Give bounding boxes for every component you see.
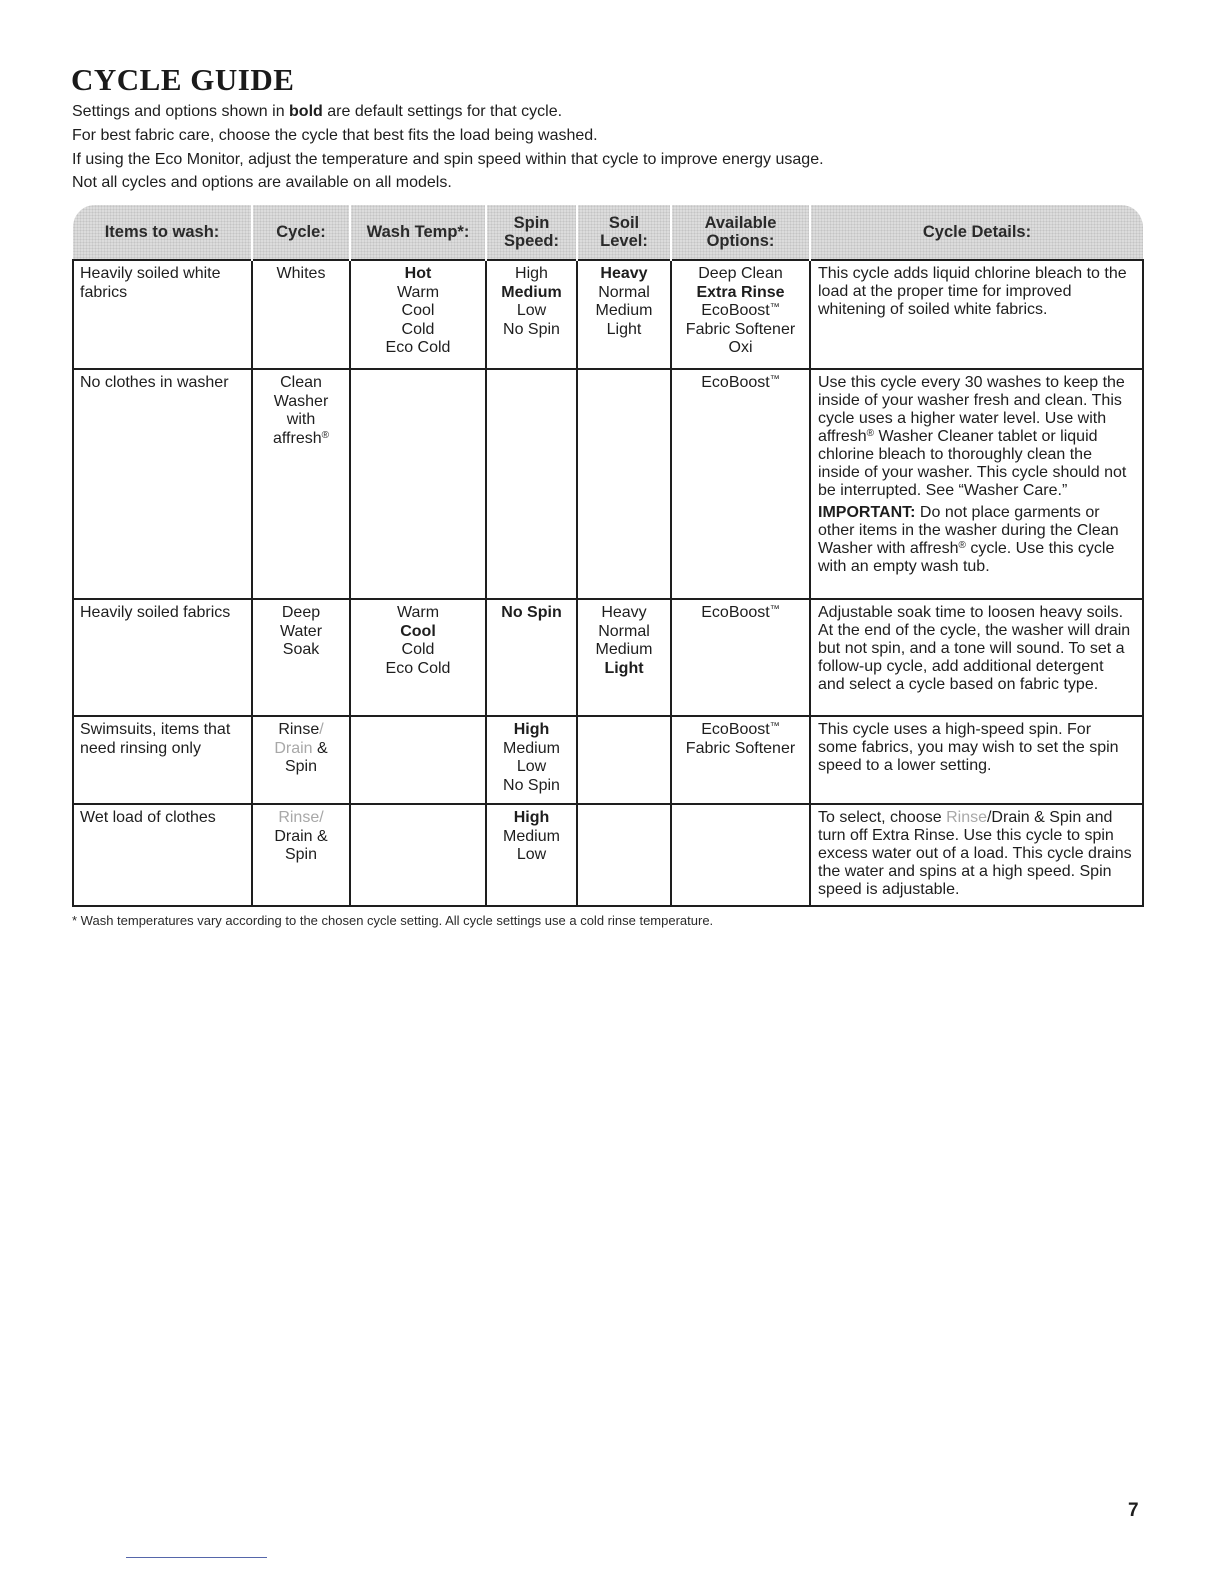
- options-cell: EcoBoost™: [671, 369, 810, 599]
- table-row: [73, 599, 1143, 716]
- divider: [126, 1557, 267, 1558]
- spin-speed-cell: High Medium Low No Spin: [486, 716, 577, 804]
- wash-temp-cell: Warm Cool Cold Eco Cold: [350, 599, 486, 716]
- page-title: CYCLE GUIDE: [71, 62, 295, 97]
- details-cell: Adjustable soak time to loosen heavy soils. At the end of the cycle, the washer will drain but not spin, and a tone will sound. To set a follow-up cycle, add additional detergent and select a cycle based on fabric type.: [810, 599, 1143, 716]
- soil-level-cell: Heavy Normal Medium Light: [577, 260, 671, 369]
- footnote: * Wash temperatures vary according to the chosen cycle setting. All cycle settings use a cold rinse temperature.: [72, 913, 714, 928]
- header-cycle: Cycle:: [252, 205, 350, 260]
- cycle-cell: Deep Water Soak: [252, 599, 350, 716]
- spin-speed-cell: [486, 369, 577, 599]
- wash-temp-cell: [350, 804, 486, 906]
- cycle-guide-table: [72, 205, 1144, 907]
- wash-temp-cell: [350, 369, 486, 599]
- intro-line-1: Settings and options shown in bold are default settings for that cycle.: [72, 103, 563, 120]
- header-available-options: Available Options:: [671, 205, 810, 260]
- details-cell: To select, choose Rinse/Drain & Spin and turn off Extra Rinse. Use this cycle to spin excess water out of a load. This cycle drains the water and spins at a high speed. Spin speed is adjustable.: [810, 804, 1143, 906]
- options-cell: Deep Clean Extra Rinse EcoBoost™ Fabric Softener Oxi: [671, 260, 810, 369]
- details-paragraph: Use this cycle every 30 washes to keep the inside of your washer fresh and clean. This cycle uses a higher water level. Use with affresh® Washer Cleaner tablet or liquid chlorine bleach to thoroughly clean the inside of your washer. This cycle should not be interrupted. See “Washer Care.”: [818, 374, 1127, 499]
- intro-line-2: For best fabric care, choose the cycle that best fits the load being washed.: [72, 126, 598, 144]
- intro-line-3: If using the Eco Monitor, adjust the temperature and spin speed within that cycle to improve energy usage.: [72, 150, 824, 168]
- soil-level-cell: Heavy Normal Medium Light: [577, 599, 671, 716]
- table-row: [73, 369, 1143, 599]
- table-row: [73, 716, 1143, 804]
- options-cell: EcoBoost™ Fabric Softener: [671, 716, 810, 804]
- header-wash-temp: Wash Temp*:: [350, 205, 486, 260]
- items-cell: Heavily soiled white fabrics: [73, 260, 252, 369]
- table-row: [73, 804, 1143, 906]
- items-cell: Wet load of clothes: [73, 804, 252, 906]
- items-cell: Swimsuits, items that need rinsing only: [73, 716, 252, 804]
- spin-speed-cell: High Medium Low: [486, 804, 577, 906]
- wash-temp-cell: [350, 716, 486, 804]
- soil-level-cell: [577, 716, 671, 804]
- items-cell: Heavily soiled fabrics: [73, 599, 252, 716]
- details-cell: [810, 369, 1143, 599]
- options-cell: EcoBoost™: [671, 599, 810, 716]
- header-soil-level: Soil Level:: [577, 205, 671, 260]
- header-spin-speed: Spin Speed:: [486, 205, 577, 260]
- table-row: [73, 260, 1143, 369]
- header-row: [73, 205, 1143, 260]
- spin-speed-cell: No Spin: [486, 599, 577, 716]
- spin-speed-cell: High Medium Low No Spin: [486, 260, 577, 369]
- page-number: 7: [1128, 1500, 1139, 1521]
- cycle-cell: Whites: [252, 260, 350, 369]
- soil-level-cell: [577, 804, 671, 906]
- details-cell: This cycle uses a high-speed spin. For some fabrics, you may wish to set the spin speed to a lower setting.: [810, 716, 1143, 804]
- options-cell: [671, 804, 810, 906]
- header-cycle-details: Cycle Details:: [810, 205, 1143, 260]
- items-cell: No clothes in washer: [73, 369, 252, 599]
- important-note: IMPORTANT: Do not place garments or other items in the washer during the Clean Washer with affresh® cycle. Use this cycle with an empty wash tub.: [818, 504, 1119, 575]
- bold-word: bold: [289, 103, 323, 120]
- intro-line-4: Not all cycles and options are available on all models.: [72, 174, 452, 192]
- intro-text: [72, 100, 824, 195]
- cycle-cell: Rinse/ Drain & Spin: [252, 716, 350, 804]
- details-cell: This cycle adds liquid chlorine bleach to the load at the proper time for improved whitening of soiled white fabrics.: [810, 260, 1143, 369]
- cycle-cell: Clean Washer with affresh®: [252, 369, 350, 599]
- soil-level-cell: [577, 369, 671, 599]
- header-items: Items to wash:: [73, 205, 252, 260]
- wash-temp-cell: Hot Warm Cool Cold Eco Cold: [350, 260, 486, 369]
- cycle-cell: Rinse/ Drain & Spin: [252, 804, 350, 906]
